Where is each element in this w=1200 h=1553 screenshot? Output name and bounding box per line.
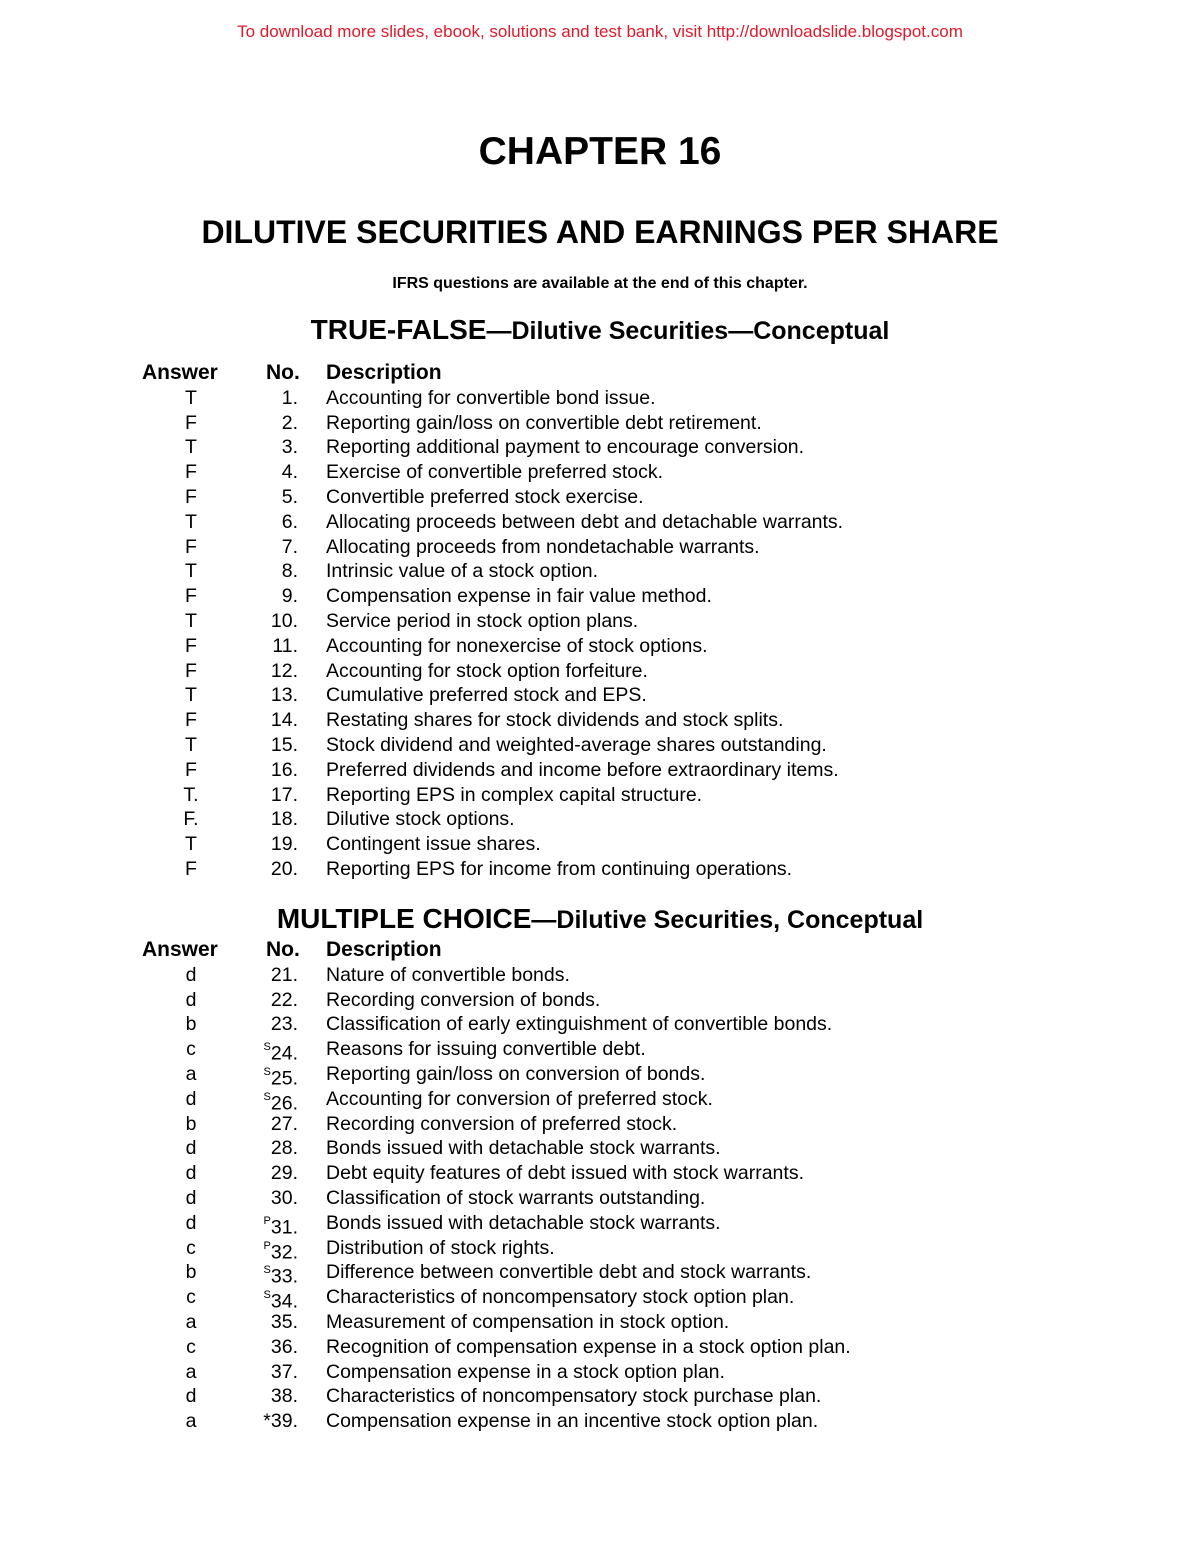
table-row [140, 1186, 1040, 1211]
description-cell: Accounting for conversion of preferred stock. [326, 1087, 713, 1110]
question-number-cell [248, 535, 298, 560]
answer-cell: F [185, 485, 197, 508]
table-row [140, 963, 1040, 988]
description-cell: Accounting for convertible bond issue. [326, 386, 656, 409]
answer-cell: F. [183, 808, 199, 831]
question-number-cell [248, 659, 298, 684]
question-prefix-marker: S [263, 1090, 271, 1103]
table-row [140, 460, 1040, 485]
question-number: 32. [270, 1241, 298, 1264]
answer-cell: a [185, 1310, 197, 1333]
answer-cell: T [185, 684, 197, 707]
question-number: 31. [270, 1216, 298, 1239]
table-row [140, 807, 1040, 832]
question-number: 18. [270, 808, 298, 831]
table-row [140, 1161, 1040, 1186]
description-cell: Contingent issue shares. [326, 833, 541, 856]
table-row [140, 988, 1040, 1013]
answer-cell: d [185, 988, 197, 1011]
question-number-cell [248, 435, 298, 460]
description-cell: Measurement of compensation in stock option. [326, 1310, 730, 1333]
answer-cell: F [185, 535, 197, 558]
section-title-true-false [0, 314, 1200, 346]
description-cell: Accounting for stock option forfeiture. [326, 659, 648, 682]
table-row [140, 411, 1040, 436]
question-number: 8. [281, 560, 298, 583]
answer-cell: a [185, 1360, 197, 1383]
question-number: 11. [272, 634, 298, 657]
question-number: 2. [281, 411, 298, 434]
download-banner-link[interactable]: To download more slides, ebook, solutions and test bank, visit http://downloadslide.blogspot.com [237, 22, 963, 41]
question-number-cell [248, 708, 298, 733]
description-cell: Dilutive stock options. [326, 808, 515, 831]
answer-cell: c [186, 1038, 196, 1061]
table-row [140, 1087, 1040, 1115]
question-prefix-marker: S [263, 1065, 271, 1078]
description-cell: Exercise of convertible preferred stock. [326, 461, 664, 484]
question-number-cell [248, 1360, 298, 1385]
section-title-main: TRUE-FALSE [310, 314, 487, 345]
question-number-cell [248, 584, 298, 609]
question-number-cell [248, 411, 298, 436]
table-row [140, 510, 1040, 535]
answer-cell: F [185, 709, 197, 732]
question-number: 30. [270, 1186, 298, 1209]
table-row [140, 832, 1040, 857]
answer-cell: F [185, 659, 197, 682]
question-number-cell [248, 857, 298, 882]
description-cell: Characteristics of noncompensatory stock option plan. [326, 1286, 795, 1309]
question-number: 17. [270, 783, 298, 806]
description-cell: Recording conversion of preferred stock. [326, 1112, 678, 1135]
description-cell: Bonds issued with detachable stock warrants. [326, 1137, 721, 1160]
question-number-cell [248, 783, 298, 808]
description-cell: Reporting gain/loss on convertible debt retirement. [326, 411, 762, 434]
answer-cell: b [185, 1112, 197, 1135]
description-cell: Characteristics of noncompensatory stock purchase plan. [326, 1385, 822, 1408]
question-number: 28. [270, 1137, 298, 1160]
answer-header: Answer [142, 938, 218, 961]
true-false-table [140, 361, 1040, 882]
table-row [140, 1285, 1040, 1313]
answer-cell: d [185, 1137, 197, 1160]
question-number: 5. [281, 485, 298, 508]
table-row [140, 1037, 1040, 1065]
question-number-cell [248, 1012, 298, 1037]
table-row [140, 857, 1040, 882]
description-cell: Allocating proceeds from nondetachable warrants. [326, 535, 760, 558]
section-title-multiple-choice [0, 903, 1200, 935]
question-number-cell [248, 1310, 298, 1335]
table-row [140, 758, 1040, 783]
table-row [140, 535, 1040, 560]
question-number-cell [248, 683, 298, 708]
answer-cell: T [185, 833, 197, 856]
question-number-cell [248, 733, 298, 758]
question-number-cell [248, 1186, 298, 1211]
answer-cell: d [185, 1186, 197, 1209]
question-number: 13. [270, 684, 298, 707]
multiple-choice-table [140, 938, 1040, 1434]
question-number-cell [248, 1161, 298, 1186]
table-row [140, 386, 1040, 411]
description-cell: Compensation expense in fair value method. [326, 585, 712, 608]
question-number-cell [248, 1409, 298, 1434]
table-row [140, 683, 1040, 708]
answer-cell: T [185, 436, 197, 459]
question-number: 27. [270, 1112, 298, 1135]
description-cell: Stock dividend and weighted-average shares outstanding. [326, 733, 827, 756]
description-cell: Restating shares for stock dividends and stock splits. [326, 709, 784, 732]
answer-cell: F [185, 411, 197, 434]
description-cell: Allocating proceeds between debt and detachable warrants. [326, 510, 844, 533]
description-cell: Classification of stock warrants outstanding. [326, 1186, 706, 1209]
question-number: 7. [281, 535, 298, 558]
table-row [140, 1335, 1040, 1360]
number-header: No. [266, 938, 300, 961]
table-row [140, 1112, 1040, 1137]
number-header: No. [266, 361, 300, 384]
table-row [140, 584, 1040, 609]
description-cell: Service period in stock option plans. [326, 609, 639, 632]
answer-cell: c [186, 1335, 196, 1358]
section-title-rest: —Dilutive Securities—Conceptual [486, 317, 890, 345]
question-number: 35. [270, 1310, 298, 1333]
answer-cell: F [185, 585, 197, 608]
description-cell: Bonds issued with detachable stock warrants. [326, 1211, 721, 1234]
question-number-cell [248, 386, 298, 411]
description-cell: Accounting for nonexercise of stock options. [326, 634, 708, 657]
description-cell: Convertible preferred stock exercise. [326, 485, 644, 508]
table-row [140, 1211, 1040, 1239]
description-cell: Recognition of compensation expense in a stock option plan. [326, 1335, 851, 1358]
question-number-cell [248, 963, 298, 988]
description-cell: Difference between convertible debt and stock warrants. [326, 1261, 812, 1284]
table-header-row [140, 361, 1040, 386]
question-number-cell [248, 758, 298, 783]
table-row [140, 1310, 1040, 1335]
question-number: 10. [270, 609, 298, 632]
description-cell: Compensation expense in an incentive stock option plan. [326, 1410, 819, 1433]
answer-cell: T [185, 386, 197, 409]
answer-cell: F [185, 758, 197, 781]
answer-cell: b [185, 1261, 197, 1284]
table-row [140, 559, 1040, 584]
table-row [140, 708, 1040, 733]
question-number: 23. [270, 1013, 298, 1036]
table-row [140, 783, 1040, 808]
question-number: 15. [270, 733, 298, 756]
answer-cell: T [185, 510, 197, 533]
description-cell: Reasons for issuing convertible debt. [326, 1038, 646, 1061]
question-number: 24. [270, 1042, 298, 1065]
answer-cell: a [185, 1410, 197, 1433]
answer-cell: d [185, 1385, 197, 1408]
question-number: 26. [270, 1092, 298, 1115]
question-number: 9. [281, 585, 298, 608]
question-number-cell [248, 1335, 298, 1360]
table-header-row [140, 938, 1040, 963]
question-number: 29. [270, 1162, 298, 1185]
answer-cell: d [185, 1162, 197, 1185]
question-number: 20. [270, 857, 298, 880]
question-number: 33. [270, 1265, 298, 1288]
question-number-cell [248, 609, 298, 634]
question-number-cell [248, 1384, 298, 1409]
answer-cell: d [185, 1211, 197, 1234]
question-number: *39. [263, 1410, 298, 1433]
question-number-cell [248, 1112, 298, 1137]
description-cell: Intrinsic value of a stock option. [326, 560, 599, 583]
question-number: 21. [270, 963, 298, 986]
table-row [140, 1360, 1040, 1385]
question-number: 25. [270, 1067, 298, 1090]
description-cell: Cumulative preferred stock and EPS. [326, 684, 647, 707]
ifrs-note: IFRS questions are available at the end of this chapter. [392, 275, 808, 292]
question-number-cell [248, 559, 298, 584]
question-prefix-marker: S [263, 1041, 271, 1054]
question-number-cell [248, 807, 298, 832]
table-row [140, 1384, 1040, 1409]
table-row [140, 435, 1040, 460]
question-number-cell [248, 988, 298, 1013]
description-cell: Reporting EPS for income from continuing operations. [326, 857, 793, 880]
table-row [140, 1136, 1040, 1161]
table-row [140, 634, 1040, 659]
question-number: 16. [270, 758, 298, 781]
table-row [140, 1409, 1040, 1434]
question-number: 36. [270, 1335, 298, 1358]
section-title-rest: —Dilutive Securities, Conceptual [531, 906, 924, 934]
answer-header: Answer [142, 361, 218, 384]
question-number: 37. [270, 1360, 298, 1383]
table-row [140, 659, 1040, 684]
answer-cell: d [185, 963, 197, 986]
description-cell: Nature of convertible bonds. [326, 963, 570, 986]
description-cell: Reporting gain/loss on conversion of bonds. [326, 1062, 706, 1085]
answer-cell: c [186, 1236, 196, 1259]
answer-cell: c [186, 1286, 196, 1309]
description-header: Description [326, 361, 442, 384]
question-prefix-marker: P [263, 1239, 271, 1252]
question-number: 6. [281, 510, 298, 533]
question-number: 14. [270, 709, 298, 732]
description-header: Description [326, 938, 442, 961]
question-number-cell [248, 485, 298, 510]
description-cell: Recording conversion of bonds. [326, 988, 601, 1011]
answer-cell: T [185, 609, 197, 632]
question-number: 12. [270, 659, 298, 682]
description-cell: Debt equity features of debt issued with stock warrants. [326, 1162, 804, 1185]
chapter-heading: CHAPTER 16 [478, 130, 722, 173]
question-number-cell [248, 1136, 298, 1161]
description-cell: Preferred dividends and income before extraordinary items. [326, 758, 839, 781]
question-number-cell [248, 460, 298, 485]
answer-cell: F [185, 461, 197, 484]
question-number-cell [248, 634, 298, 659]
table-row [140, 733, 1040, 758]
question-number: 38. [270, 1385, 298, 1408]
question-prefix-marker: P [263, 1214, 271, 1227]
table-row [140, 1260, 1040, 1288]
question-number: 1. [281, 386, 298, 409]
description-cell: Classification of early extinguishment of convertible bonds. [326, 1013, 833, 1036]
question-prefix-marker: S [263, 1289, 271, 1302]
table-row [140, 1012, 1040, 1037]
answer-cell: b [185, 1013, 197, 1036]
answer-cell: d [185, 1087, 197, 1110]
answer-cell: T [185, 733, 197, 756]
table-row [140, 1236, 1040, 1264]
table-row [140, 1062, 1040, 1090]
question-number: 19. [270, 833, 298, 856]
question-number: 3. [281, 436, 298, 459]
question-number: 4. [281, 461, 298, 484]
answer-cell: F [185, 634, 197, 657]
question-prefix-marker: S [263, 1264, 271, 1277]
table-row [140, 485, 1040, 510]
answer-cell: F [185, 857, 197, 880]
answer-cell: a [185, 1062, 197, 1085]
question-number: 22. [270, 988, 298, 1011]
question-number-cell [248, 510, 298, 535]
description-cell: Compensation expense in a stock option plan. [326, 1360, 725, 1383]
answer-cell: T [185, 560, 197, 583]
question-number-cell [248, 832, 298, 857]
section-title-main: MULTIPLE CHOICE [276, 903, 532, 934]
chapter-subtitle: DILUTIVE SECURITIES AND EARNINGS PER SHARE [201, 214, 999, 250]
description-cell: Reporting additional payment to encourage conversion. [326, 436, 805, 459]
description-cell: Distribution of stock rights. [326, 1236, 555, 1259]
table-row [140, 609, 1040, 634]
answer-cell: T. [183, 783, 199, 806]
description-cell: Reporting EPS in complex capital structure. [326, 783, 703, 806]
question-number: 34. [270, 1290, 298, 1313]
